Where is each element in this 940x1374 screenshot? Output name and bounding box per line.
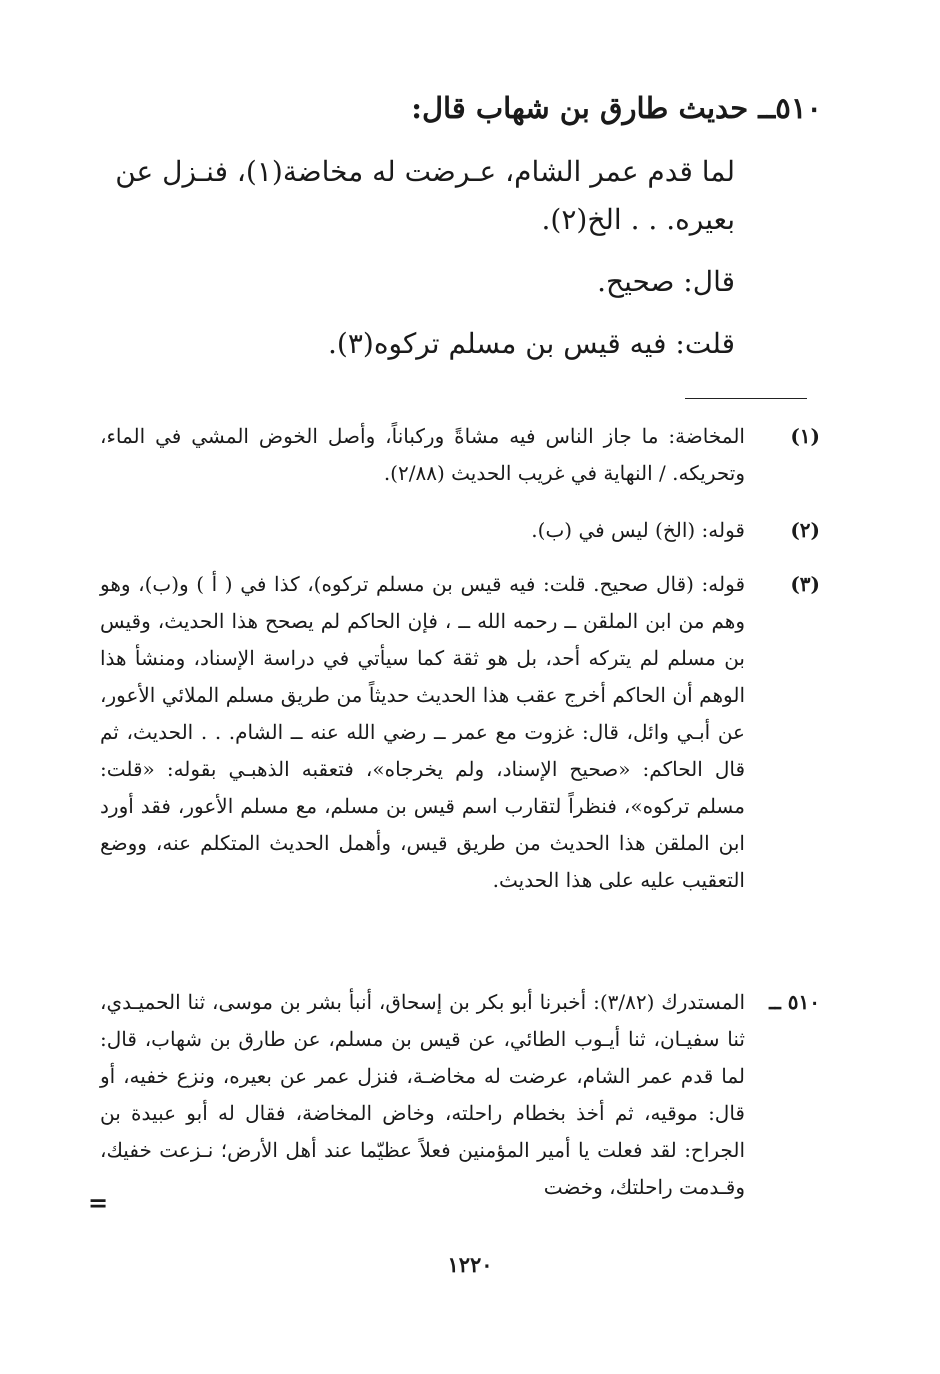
footnote-text: قوله: (الخ) ليس في (ب). xyxy=(531,518,745,542)
hadith-heading: ٥١٠ــ حديث طارق بن شهاب قال: xyxy=(411,91,822,125)
hadith-text: لما قدم عمر الشام، عـرضت له مخاضة(١)، فنـزل عن بعيره. . . الخ(٢). xyxy=(115,155,735,236)
footnote-number: ٥١٠ ــ xyxy=(769,990,820,1014)
main-text xyxy=(115,148,735,368)
continuation-mark: = xyxy=(88,1188,109,1217)
footnote-divider xyxy=(685,398,807,399)
footnote-text: قوله: (قال صحيح. قلت: فيه قيس بن مسلم تركوه)، كذا في ( أ ) و(ب)، وهو وهم من ابن الملقن ــ رحمه الله ــ ، فإن الحاكم لم يصحح هذا الحديث، وقيس بن مسلم لم يتركه أحد، بل هو ثقة كما سيأتي في دراسة الإسناد، ومنشأ هذا الوهم أن الحاكم أخرج عقب هذا الحديث حديثاً من طريق مسلم الملائي الأعور، عن أبـي وائل، قال: غزوت مع عمر ــ رضي الله عنه ــ الشام. . . الحديث، ثم قال الحاكم: «صحيح الإسناد، ولم يخرجاه»، فتعقبه الذهبـي بقوله: «قلت: مسلم تركوه»، فنظراً لتقارب اسم قيس بن مسلم، مع مسلم الأعور، فقد أورد ابن الملقن هذا الحديث من طريق قيس، وأهمل الحديث المتكلم عنه، ووضع التعقيب عليه على هذا الحديث. xyxy=(100,572,745,892)
footnote-2 xyxy=(100,512,820,549)
footnote-text: المستدرك (٣/٨٢): أخبرنا أبو بكر بن إسحاق، أنبأ بشر بن موسى، ثنا الحميـدي، ثنا سفيـان، ثنا أيـوب الطائي، عن قيس بن مسلم، عن طارق بن شهاب، قال: لما قدم عمر الشام، عرضت له مخاضـة، فنزل عمر عن بعيره، ونزع خفيه، أو قال: موقيه، ثم أخذ بخطام راحلته، وخاض المخاضة، فقال له أبو عبيدة بن الجراح: لقد فعلت يا أمير المؤمنين فعلاً عظيّما عند أهل الأرض؛ نـزعت خفيك، وقـدمت راحلتك، وخضت xyxy=(100,990,746,1199)
comment-text: قلت: فيه قيس بن مسلم تركوه(٣). xyxy=(328,327,735,360)
verdict-text: قال: صحيح. xyxy=(597,265,735,298)
footnote-number: (٢) xyxy=(790,518,820,542)
footnote-1 xyxy=(100,418,820,492)
footnote-number: (٣) xyxy=(790,572,820,596)
page-number: ١٢٢٠ xyxy=(447,1252,493,1277)
footnote-number: (١) xyxy=(790,424,820,448)
footnote-text: المخاضة: ما جاز الناس فيه مشاةً وركباناً، وأصل الخوض المشي في الماء، وتحريكه. / النهاية في غريب الحديث (٢/٨٨). xyxy=(100,424,745,485)
footnote-3 xyxy=(100,566,820,899)
footnote-takhrij xyxy=(100,984,820,1206)
